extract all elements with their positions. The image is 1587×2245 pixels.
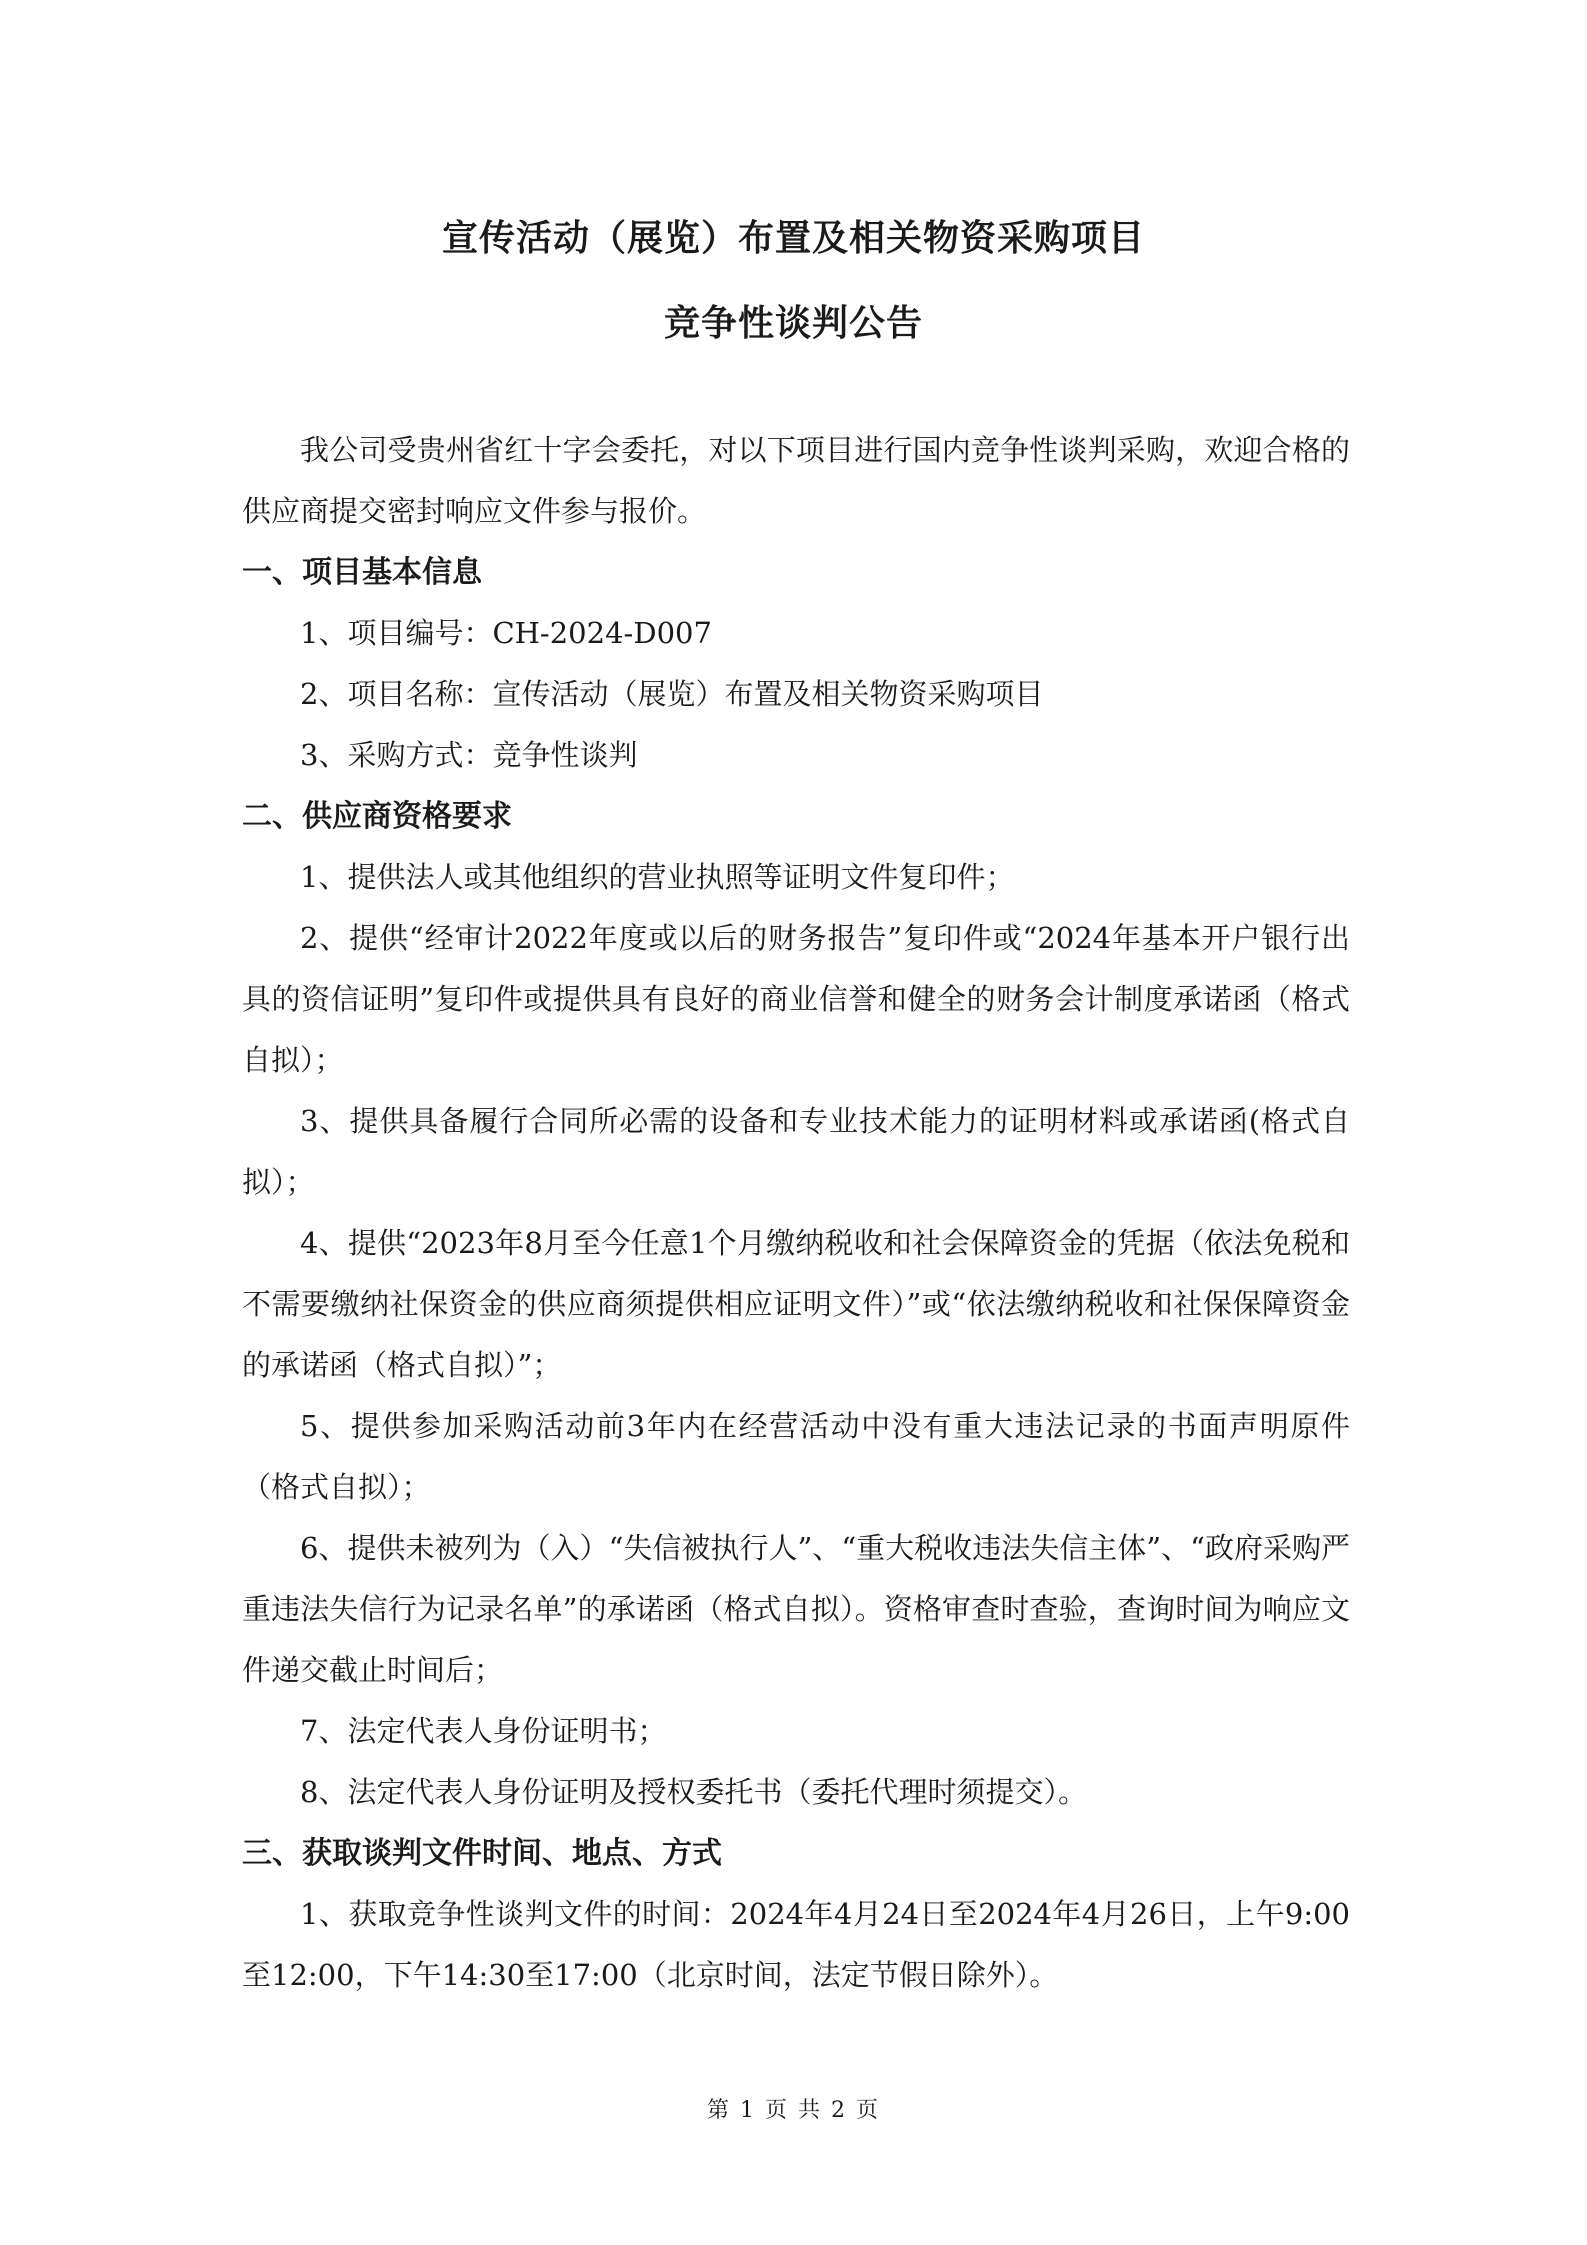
document-subtitle: 竞争性谈判公告 [663,302,923,344]
qualification-item: 8、法定代表人身份证明及授权委托书（委托代理时须提交）。 [300,1775,1087,1809]
qualification-item: 3、提供具备履行合同所必需的设备和专业技术能力的证明材料或承诺函(格式自拟）； [242,1104,1350,1199]
basic-info-item: 2、项目名称：宣传活动（展览）布置及相关物资采购项目 [300,677,1044,711]
qualification-item: 7、法定代表人身份证明书； [300,1714,667,1748]
basic-info-item: 1、项目编号：CH-2024-D007 [300,616,712,650]
page-number-footer: 第 1 页 共 2 页 [707,2098,880,2123]
section-heading-qualifications: 二、供应商资格要求 [242,799,512,834]
intro-paragraph: 我公司受贵州省红十字会委托，对以下项目进行国内竞争性谈判采购，欢迎合格的供应商提交密封响应文件参与报价。 [242,433,1350,528]
section-heading-basic-info: 一、项目基本信息 [242,555,482,590]
document-access-item: 1、获取竞争性谈判文件的时间：2024年4月24日至2024年4月26日，上午9:00至12:00，下午14:30至17:00（北京时间，法定节假日除外）。 [242,1897,1350,1992]
qualification-item: 5、提供参加采购活动前3年内在经营活动中没有重大违法记录的书面声明原件（格式自拟）； [242,1409,1350,1504]
qualification-item: 6、提供未被列为（入）“失信被执行人”、“重大税收违法失信主体”、“政府采购严重违法失信行为记录名单”的承诺函（格式自拟）。资格审查时查验，查询时间为响应文件递交截止时间后； [242,1531,1350,1687]
document-title: 宣传活动（展览）布置及相关物资采购项目 [441,217,1145,259]
document-body [242,420,1350,2006]
basic-info-item: 3、采购方式：竞争性谈判 [300,738,638,772]
qualification-item: 4、提供“2023年8月至今任意1个月缴纳税收和社会保障资金的凭据（依法免税和不需要缴纳社保资金的供应商须提供相应证明文件）”或“依法缴纳税收和社保保障资金的承诺函（格式自拟）”； [242,1226,1350,1382]
section-heading-document-access: 三、获取谈判文件时间、地点、方式 [242,1836,722,1871]
qualification-item: 1、提供法人或其他组织的营业执照等证明文件复印件； [300,860,1015,894]
qualification-item: 2、提供“经审计2022年度或以后的财务报告”复印件或“2024年基本开户银行出具的资信证明”复印件或提供具有良好的商业信誉和健全的财务会计制度承诺函（格式自拟）； [242,921,1350,1077]
